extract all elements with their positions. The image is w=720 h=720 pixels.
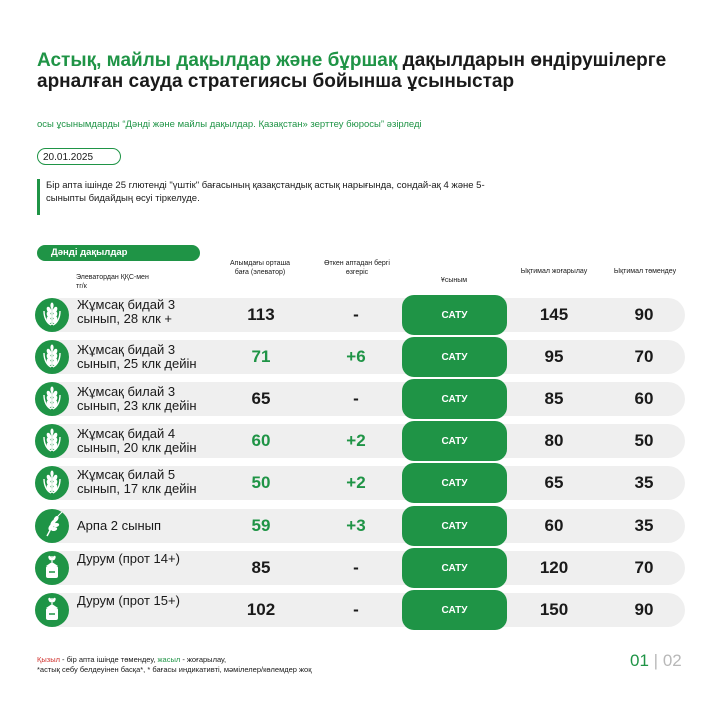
date-badge: 20.01.2025 xyxy=(37,148,121,165)
column-header-elevator: Элеватордан ҚҚС-мен тг/к xyxy=(76,274,149,290)
avg-price-value: 60 xyxy=(251,431,271,450)
wheat-icon xyxy=(35,298,69,332)
likely-down-value: 90 xyxy=(634,305,654,324)
likely-down-value: 90 xyxy=(634,600,654,619)
page-subtitle: осы ұсынымдарды “Дәнді және майлы дақылдар. Қазақстан» зерттеу бюросы” әзірледі xyxy=(37,119,422,130)
sell-button[interactable]: САТУ xyxy=(402,548,507,588)
likely-down-value: 35 xyxy=(634,516,654,535)
column-header-recommendation: Ұсыным xyxy=(440,277,468,284)
column-header-likely-up: Ықтимал жоғарылау xyxy=(520,268,588,275)
crop-name: Жұмсақ бидай 3 сынып, 28 клк + xyxy=(77,297,176,326)
crop-name: Жұмсақ билай 5 сынып, 17 клк дейін xyxy=(77,467,197,496)
crop-name: Жұмсақ бидай 3 сынып, 25 клк дейін xyxy=(77,342,197,371)
legend-green-text: - жоғарылау, xyxy=(180,655,227,664)
durum-icon xyxy=(35,551,69,585)
page-next[interactable]: 02 xyxy=(662,651,682,670)
page-title-highlight: Астық, майлы дақылдар және бұршақ xyxy=(37,50,398,71)
sell-button[interactable]: САТУ xyxy=(402,506,507,546)
table-row xyxy=(35,551,685,585)
likely-up-value: 85 xyxy=(544,389,564,408)
sell-button[interactable]: САТУ xyxy=(402,337,507,377)
likely-down-value: 35 xyxy=(634,473,654,492)
likely-down-value: 60 xyxy=(634,389,654,408)
section-label: Дәнді дақылдар xyxy=(37,245,200,261)
summary-note: Бір апта ішінде 25 глютенді "үштік" бағасының қазақстандық астық нарығында, сондай-ақ 4 және 5-сыныпты бидайдың өсуі тіркелуде. xyxy=(37,179,486,215)
page-current[interactable]: 01 xyxy=(630,651,649,670)
table-row xyxy=(35,593,685,627)
avg-price-value: 71 xyxy=(251,347,271,366)
weekly-change-value: - xyxy=(353,600,359,619)
avg-price-value: 113 xyxy=(247,305,275,324)
likely-up-value: 120 xyxy=(539,558,569,577)
legend-footnote: *астық себу белдеуінен басқа*, * бағасы индикативті, мәмілелер/көлемдер жоқ xyxy=(37,665,312,674)
wheat-icon xyxy=(35,424,69,458)
sell-button[interactable]: САТУ xyxy=(402,379,507,419)
durum-icon xyxy=(35,593,69,627)
likely-down-value: 70 xyxy=(634,347,654,366)
wheat-icon xyxy=(35,340,69,374)
crop-name: Арпа 2 сынып xyxy=(77,518,162,533)
weekly-change-value: +2 xyxy=(346,431,366,450)
crop-name: Дурум (прот 14+) xyxy=(77,551,180,566)
legend-red-text: - бір апта ішінде төмендеу, xyxy=(59,655,158,664)
column-header-avg-price: Апымдағы орташа баға (элеватор) xyxy=(230,260,290,276)
sell-button[interactable]: САТУ xyxy=(402,590,507,630)
sell-button[interactable]: САТУ xyxy=(402,463,507,503)
column-header-change: Өткен аптадан бергі өзгеріс xyxy=(324,260,390,276)
weekly-change-value: +3 xyxy=(346,516,366,535)
likely-up-value: 150 xyxy=(539,600,569,619)
column-header-likely-down: Ықтимал төмендеу xyxy=(613,268,677,275)
likely-up-value: 95 xyxy=(544,347,564,366)
sell-button[interactable]: САТУ xyxy=(402,421,507,461)
wheat-icon xyxy=(35,382,69,416)
legend-green-word: жасыл xyxy=(157,655,181,664)
page-title-rest: дақылдарын өндірушілерге арналған сауда стратегиясы бойынша ұсыныстар xyxy=(37,50,667,92)
weekly-change-value: +6 xyxy=(346,347,366,366)
avg-price-value: 102 xyxy=(246,600,276,619)
wheat-icon xyxy=(35,466,69,500)
legend-red-word: Қызыл xyxy=(37,655,60,664)
likely-up-value: 60 xyxy=(544,516,564,535)
likely-down-value: 70 xyxy=(634,558,654,577)
crop-name: Жұмсақ бидай 4 сынып, 20 клк дейін xyxy=(77,426,197,455)
avg-price-value: 85 xyxy=(251,558,271,577)
weekly-change-value: - xyxy=(353,389,359,408)
table-row xyxy=(35,298,685,332)
table-row xyxy=(35,382,685,416)
likely-up-value: 145 xyxy=(539,305,569,324)
weekly-change-value: - xyxy=(353,558,359,577)
page-separator: | xyxy=(653,651,659,670)
avg-price-value: 65 xyxy=(251,389,271,408)
table-row xyxy=(35,424,685,458)
avg-price-value: 59 xyxy=(251,516,271,535)
crop-name: Жұмсақ билай 3 сынып, 23 клк дейін xyxy=(77,384,197,413)
sell-button[interactable]: САТУ xyxy=(402,295,507,335)
likely-up-value: 80 xyxy=(544,431,564,450)
page-indicator xyxy=(630,651,682,671)
page-title xyxy=(37,50,677,92)
weekly-change-value: - xyxy=(353,305,359,324)
legend xyxy=(37,655,312,675)
table-row xyxy=(35,466,685,500)
table-row xyxy=(35,509,685,543)
likely-down-value: 50 xyxy=(634,431,654,450)
weekly-change-value: +2 xyxy=(346,473,366,492)
likely-up-value: 65 xyxy=(544,473,564,492)
barley-icon xyxy=(35,509,69,543)
crop-name: Дурум (прот 15+) xyxy=(77,593,180,608)
avg-price-value: 50 xyxy=(251,473,271,492)
table-row xyxy=(35,340,685,374)
